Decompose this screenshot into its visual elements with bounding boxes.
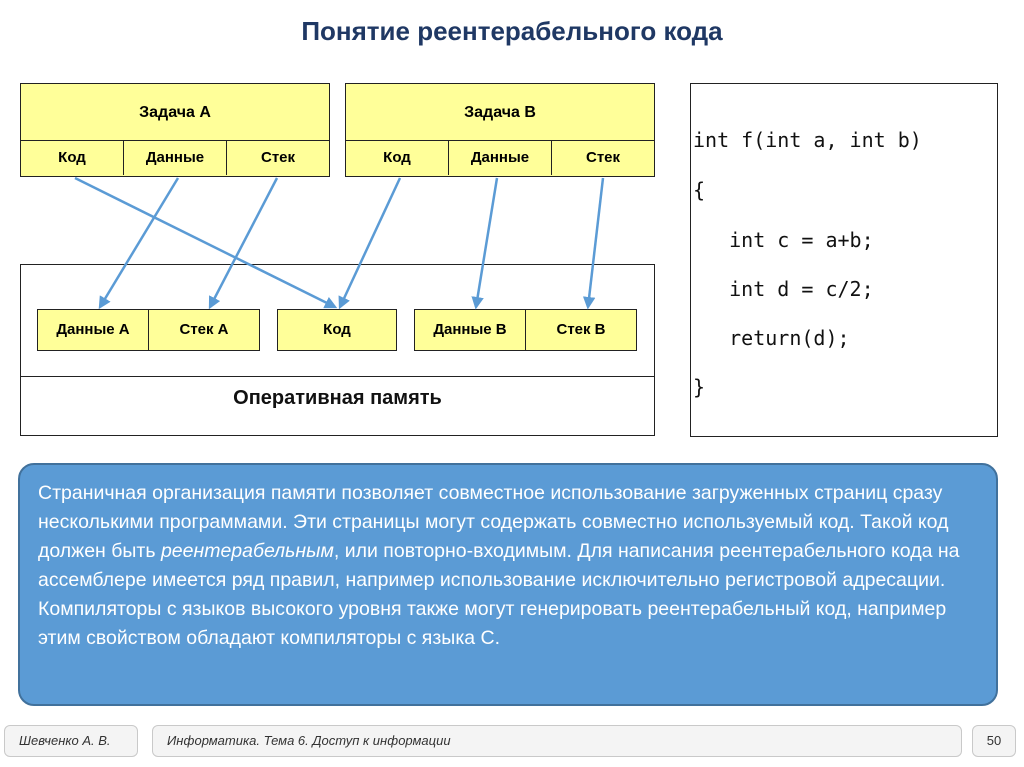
slide-title: Понятие реентерабельного кода [301,16,723,46]
footer-course-text: Информатика. Тема 6. Доступ к информации [167,733,451,748]
memory-shared-code-label: Код [323,321,351,338]
code-line: { [693,178,706,202]
footer-page-number [972,725,1016,757]
arrow-a-code-to-shared [75,178,335,307]
task-a-stack-cell: Стек [260,149,296,166]
arrow-a-stack-to-stack-a [210,178,277,307]
arrow-b-code-to-shared [340,178,400,307]
note-text-before: Страничная организация памяти позволяет совместное использование загруженных страниц сразу несколькими программами. Эти страницы могут содержать совместно используемый код. Такой код должен быть [38,482,949,562]
memory-stack-b: Стек В [556,321,606,338]
code-listing [690,83,998,437]
footer-course [152,725,962,757]
explanation-note [18,463,998,706]
code-line: int d = c/2; [693,277,874,301]
footer-author [4,725,138,757]
arrow-b-stack-to-stack-b [588,178,603,307]
footer-page-text: 50 [986,733,1002,748]
ram-label: Оперативная память [233,387,442,409]
code-line: int c = a+b; [693,228,874,252]
memory-data-a: Данные А [38,310,149,350]
task-a-code-cell: Код [21,141,124,175]
code-line: int f(int a, int b) [693,128,922,152]
task-b-data-cell: Данные [449,141,552,175]
arrow-b-data-to-data-b [476,178,497,307]
note-emphasis: реентерабельным [160,540,334,562]
task-b-code-cell: Код [346,141,449,175]
task-a-title: Задача А [21,84,329,141]
note-text-after: , или повторно-входимым. Для написания реентерабельного кода на ассемблере имеется ряд правил, например использование исключительно регистровой адресации. Компиляторы с языков высокого уровня также могут генерировать реентерабельный код, например этим свойством обладают компиляторы с языка С. [38,540,960,649]
task-a-data-cell: Данные [124,141,227,175]
memory-stack-a: Стек А [179,321,229,338]
memory-data-b: Данные В [415,310,526,350]
task-b-title: Задача В [346,84,654,141]
code-line: return(d); [693,326,850,350]
footer-author-text: Шевченко А. В. [19,733,111,748]
code-line: } [693,375,706,399]
task-b-stack-cell: Стек [585,149,621,166]
